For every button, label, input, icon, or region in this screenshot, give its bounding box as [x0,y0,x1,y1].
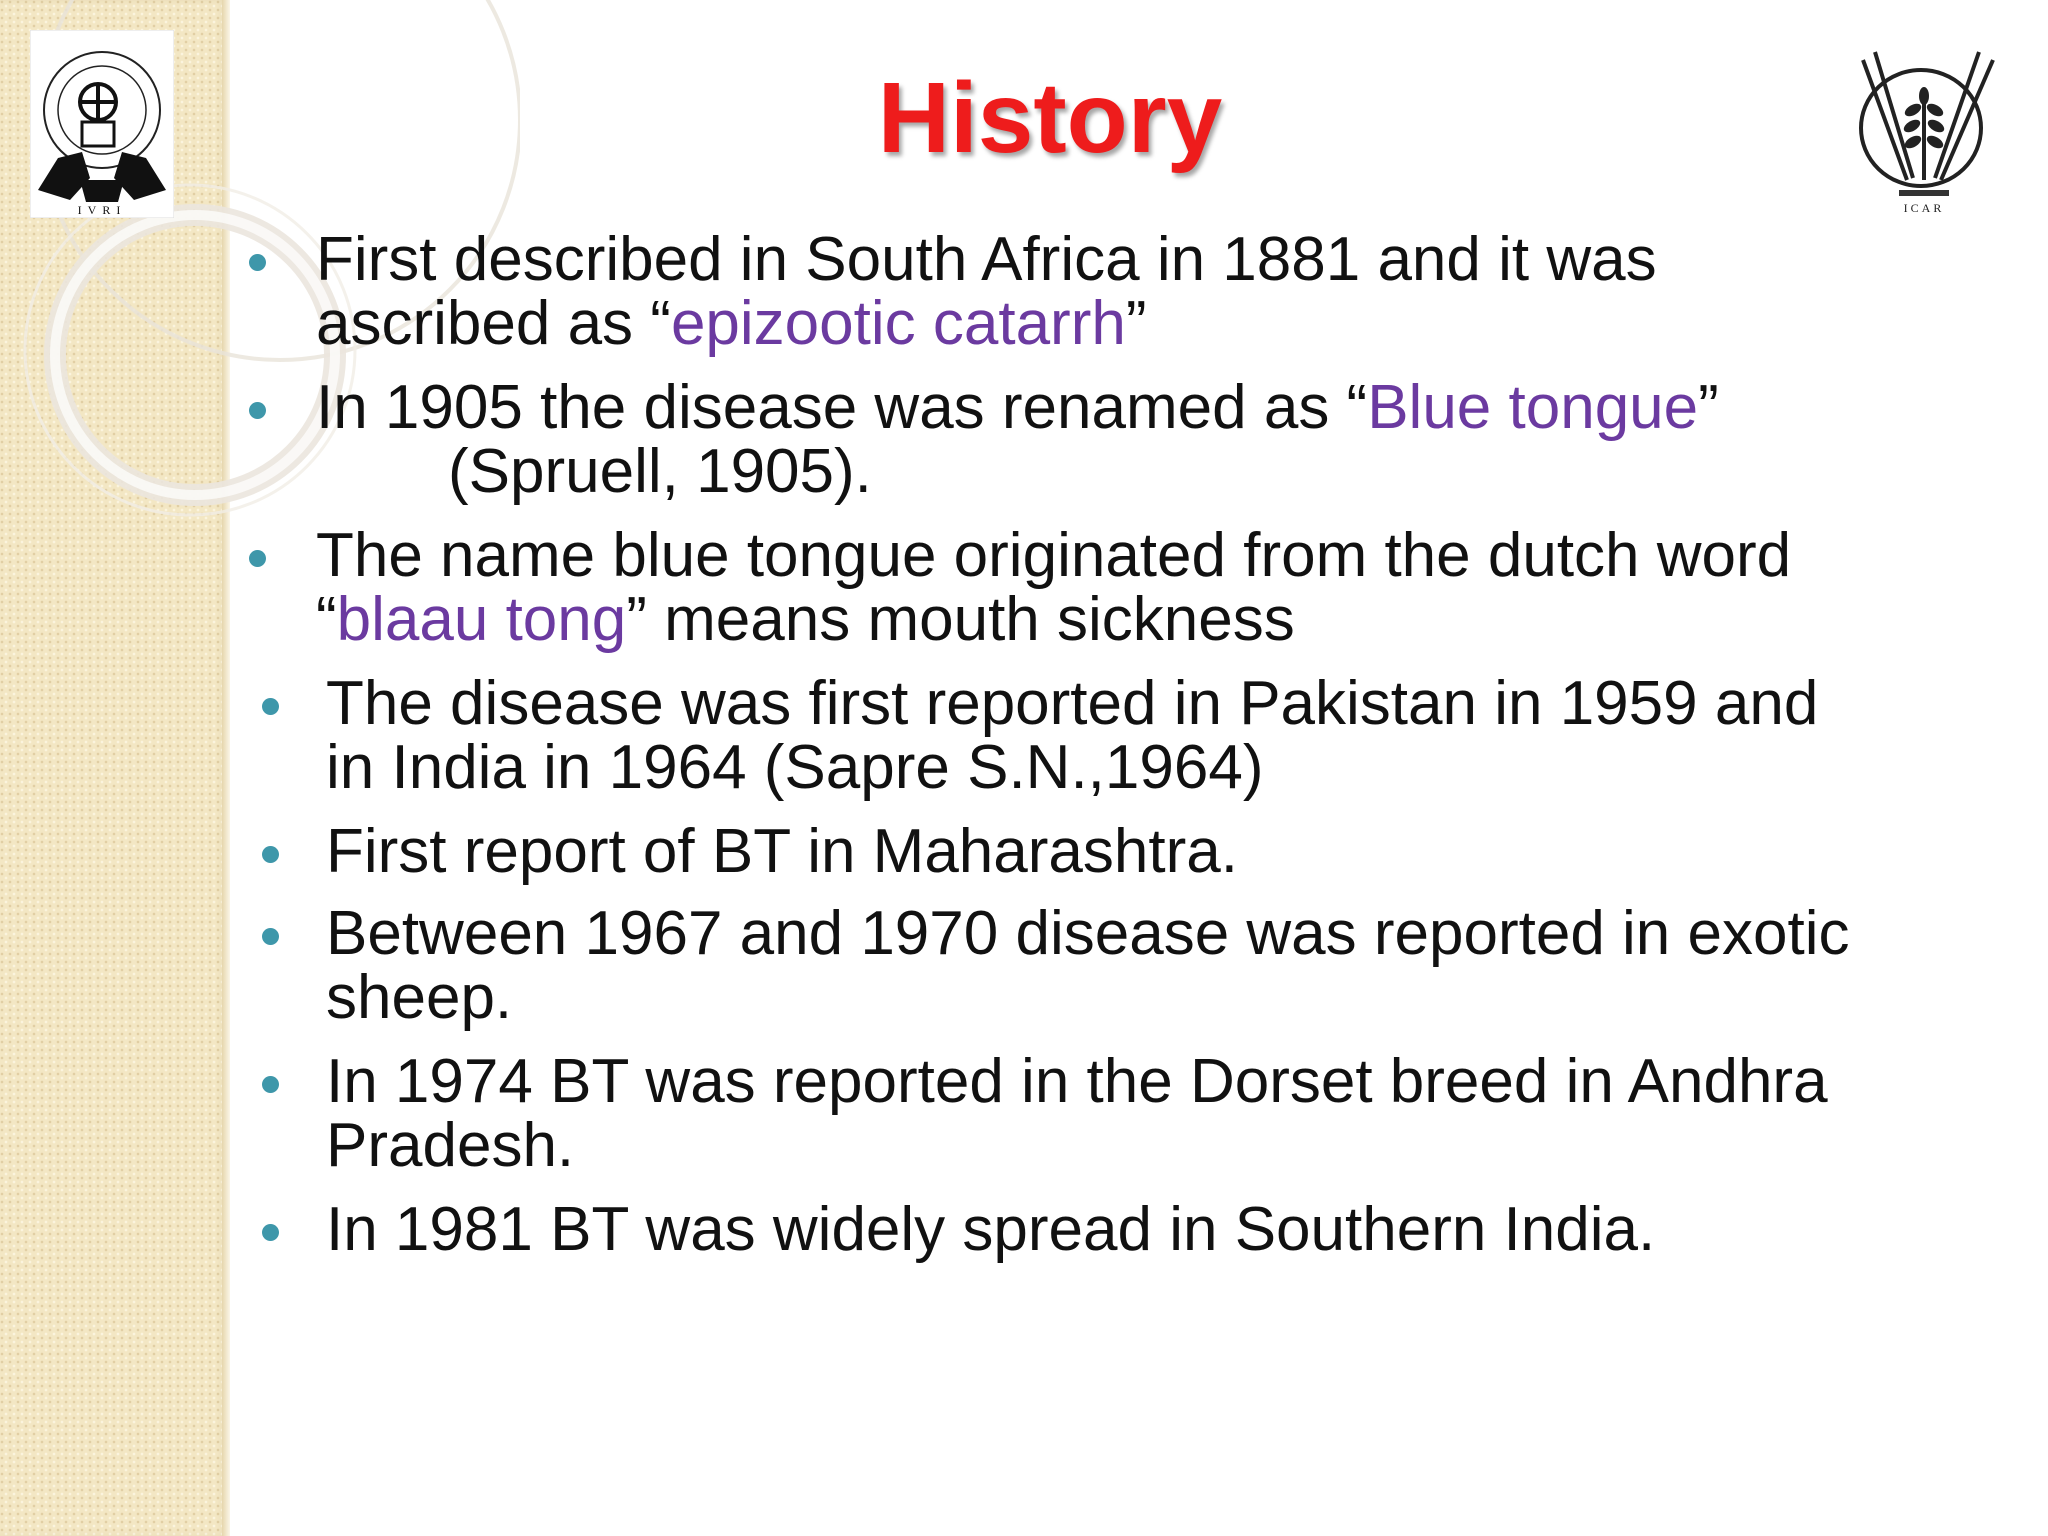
list-item [326,1047,1828,1180]
highlight-term: Blue tongue [1367,373,1699,442]
list-item [316,225,1657,358]
bullet-dot-icon [262,1224,279,1241]
bullet-text-line: Between 1967 and 1970 disease was reported in exotic [326,899,1850,968]
bullet-dot-icon [249,550,266,567]
highlight-term: blaau tong [336,585,627,654]
bullet-text-line: First described in South Africa in 1881 and it was [316,225,1657,294]
bullet-text-line: “ [316,585,337,654]
list-item [326,669,1819,802]
bullet-dot-icon [249,402,266,419]
list-item [326,817,1238,886]
bullet-text-line: sheep. [326,963,513,1032]
list-item [326,1195,1656,1264]
bullet-text-line: in India in 1964 (Sapre S.N.,1964) [326,733,1264,802]
bullet-text-line: Pradesh. [326,1111,575,1180]
list-item [326,899,1850,1032]
bullet-text-line: The name blue tongue originated from the dutch word [316,521,1792,590]
bullet-text-line: First report of BT in Maharashtra. [326,817,1238,886]
bullet-dot-icon [262,698,279,715]
bullet-text-line: ascribed as “ [316,289,671,358]
bullet-text-line: ” means mouth sickness [626,585,1295,654]
bullet-text-line: The disease was first reported in Pakistan in 1959 and [326,669,1819,738]
svg-text:ICAR: ICAR [1903,201,1945,215]
bullet-dot-icon [262,928,279,945]
bullet-dot-icon [262,846,279,863]
bullet-text-line: In 1974 BT was reported in the Dorset breed in Andhra [326,1047,1828,1116]
bullet-dot-icon [262,1076,279,1093]
list-item [316,521,1792,654]
highlight-term: epizootic catarrh [670,289,1126,358]
bullet-text-line: In 1905 the disease was renamed as “ [316,373,1368,442]
svg-text:IVRI: IVRI [77,203,127,217]
bullet-text-line: In 1981 BT was widely spread in Southern India. [326,1195,1656,1264]
list-item [316,373,1719,506]
bullet-text-line: ” [1125,289,1147,358]
slide-title: History [877,62,1223,174]
citation: (Spruell, 1905). [448,437,872,506]
bullet-text-line: ” [1698,373,1719,442]
bullet-dot-icon [249,254,266,271]
